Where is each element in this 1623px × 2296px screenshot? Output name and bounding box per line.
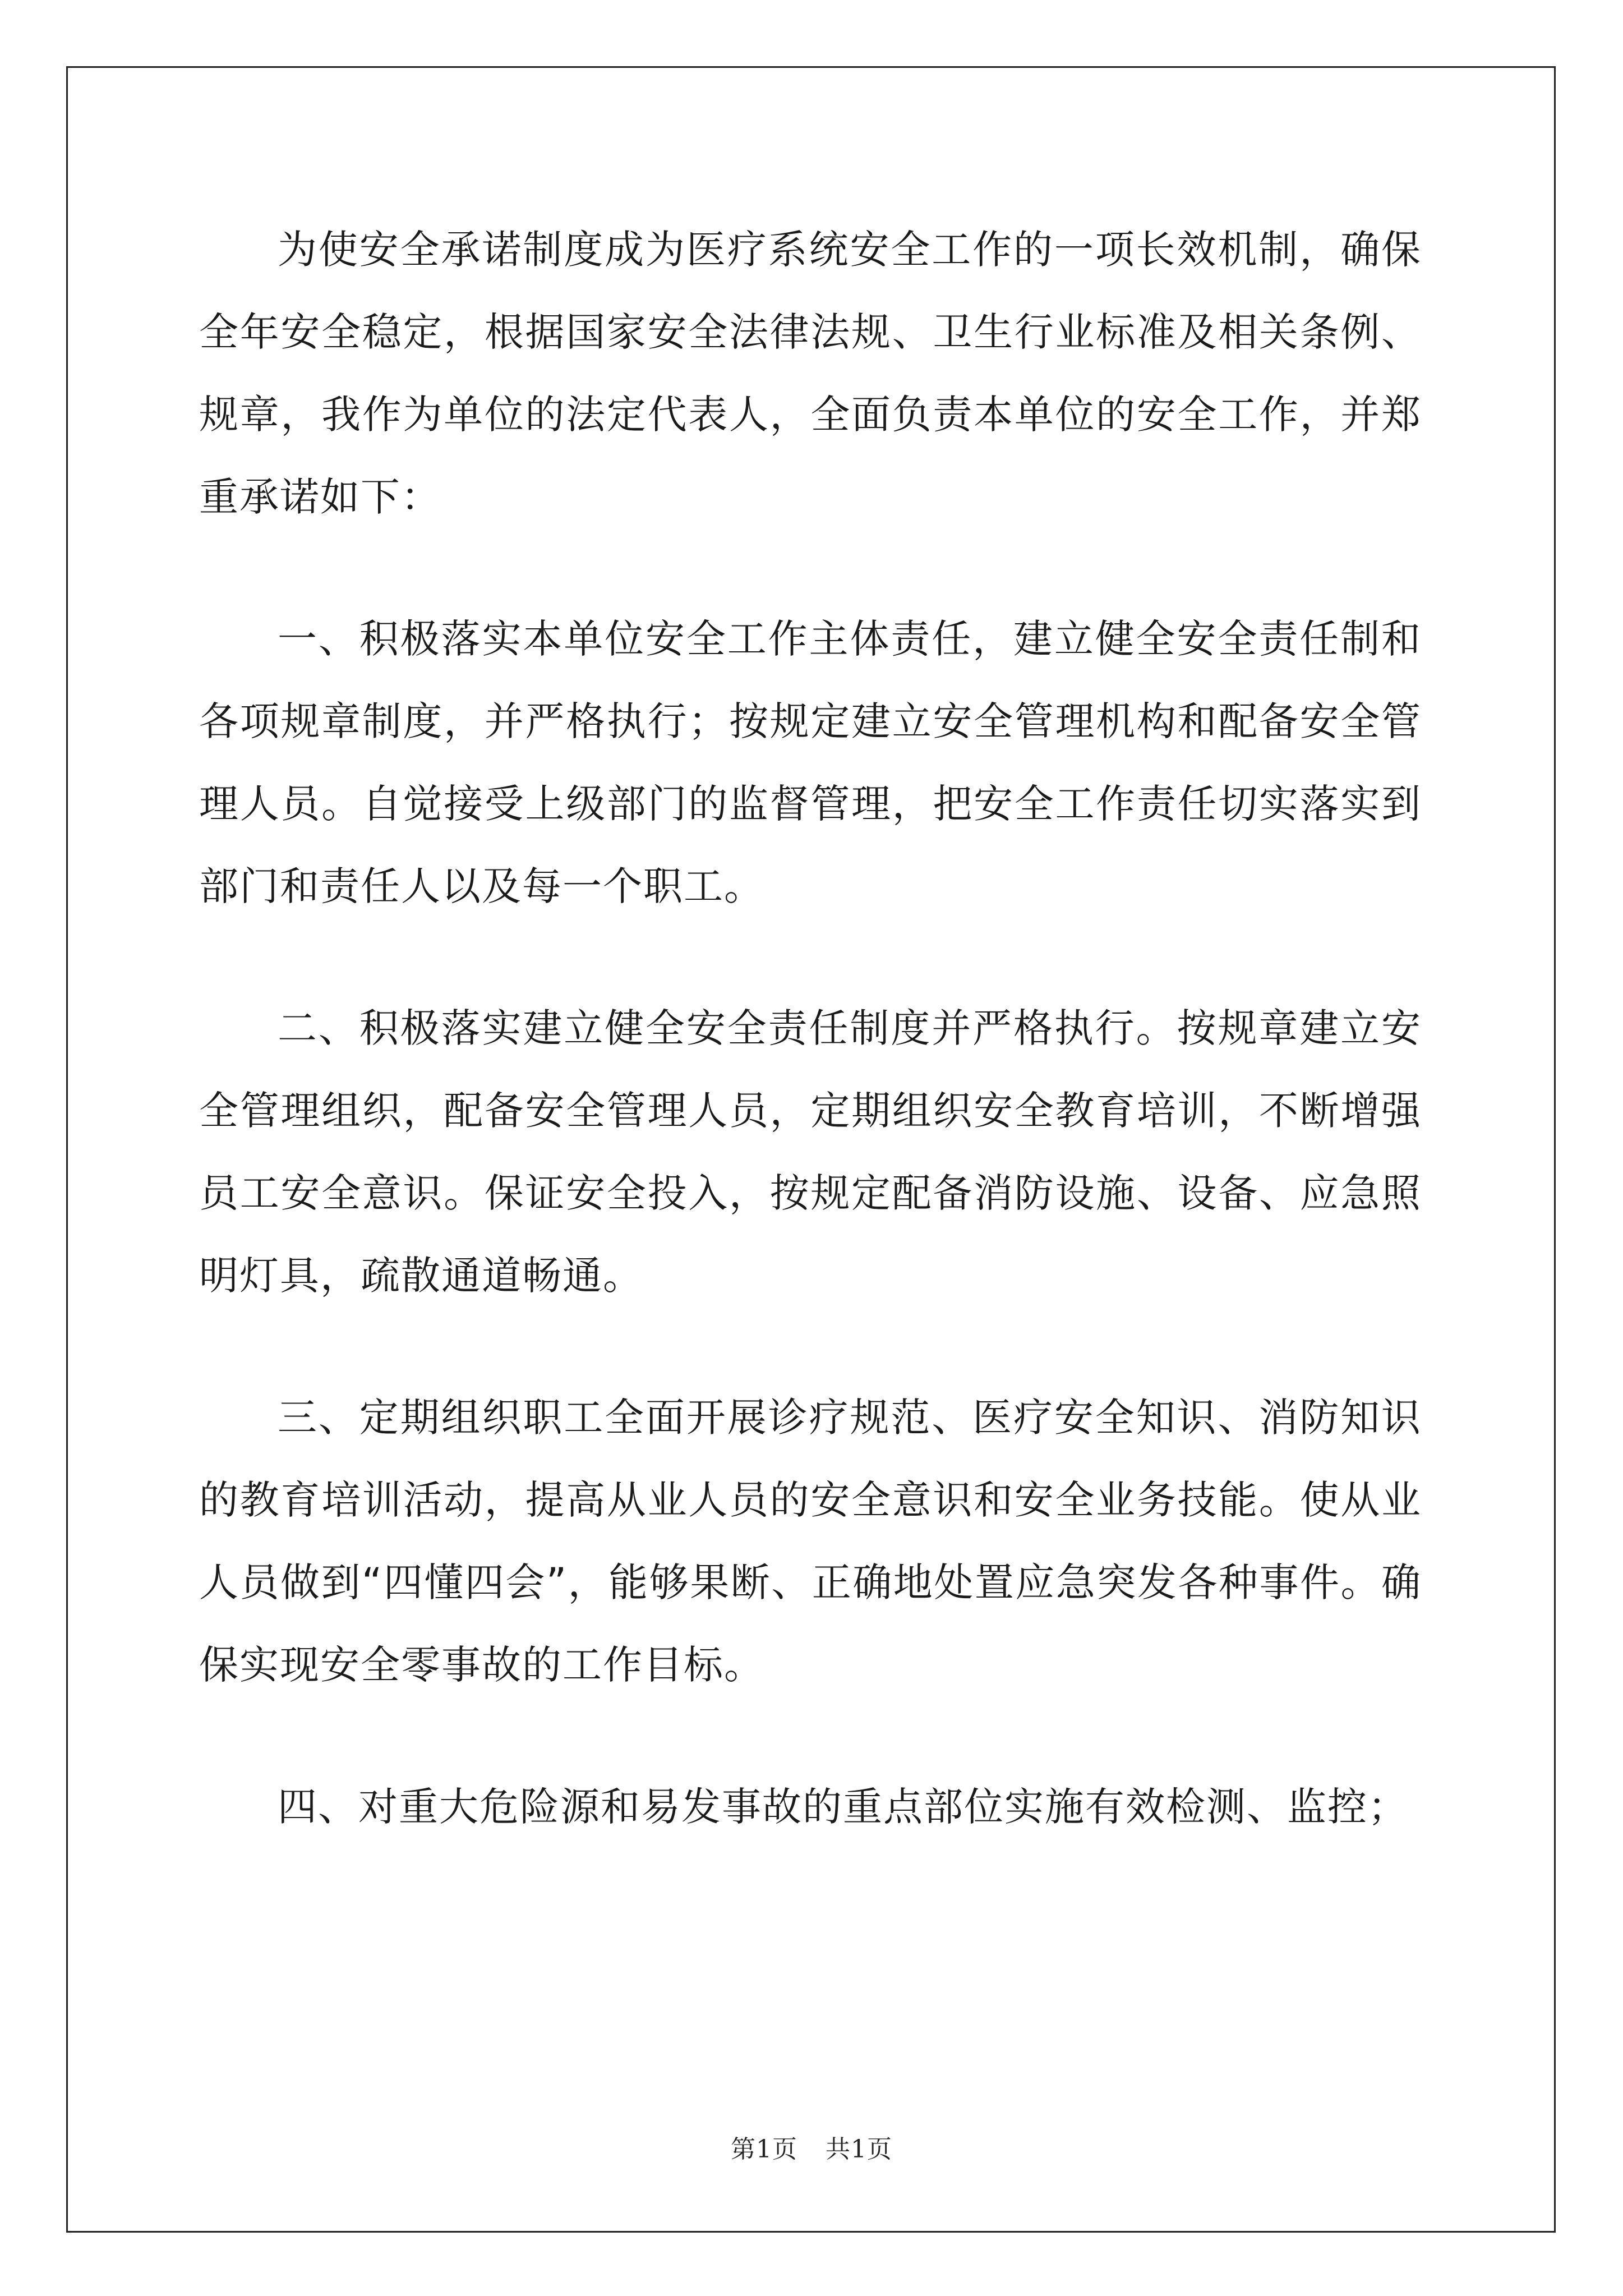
paragraph-item-4: 四、对重大危险源和易发事故的重点部位实施有效检测、监控； [278, 1784, 1408, 1830]
paragraph-item-3: 三、定期组织职工全面开展诊疗规范、医疗安全知识、消防知识的教育培训活动，提高从业人员的安全意识和安全业务技能。使从业人员做到“四懂四会”，能够果断、正确地处置应急突发各种事件。确保实现安全零事故的工作目标。 [199, 1395, 1422, 1688]
paragraph-item-2: 二、积极落实建立健全安全责任制度并严格执行。按规章建立安全管理组织，配备安全管理人员，定期组织安全教育培训，不断增强员工安全意识。保证安全投入，按规定配备消防设施、设备、应急照明灯具，疏散通道畅通。 [199, 1005, 1422, 1299]
paragraph-item-1: 一、积极落实本单位安全工作主体责任，建立健全安全责任制和各项规章制度，并严格执行；按规定建立安全管理机构和配备安全管理人员。自觉接受上级部门的监督管理，把安全工作责任切实落实到部门和责任人以及每一个职工。 [199, 616, 1422, 909]
page-number-total: 共1页 [826, 2135, 892, 2164]
page-number-current: 第1页 [731, 2135, 797, 2164]
paragraph-intro: 为使安全承诺制度成为医疗系统安全工作的一项长效机制，确保全年安全稳定，根据国家安全法律法规、卫生行业标准及相关条例、规章，我作为单位的法定代表人，全面负责本单位的安全工作，并郑重承诺如下： [199, 227, 1422, 520]
document-body [199, 209, 1422, 1908]
page-footer [0, 2129, 1623, 2165]
